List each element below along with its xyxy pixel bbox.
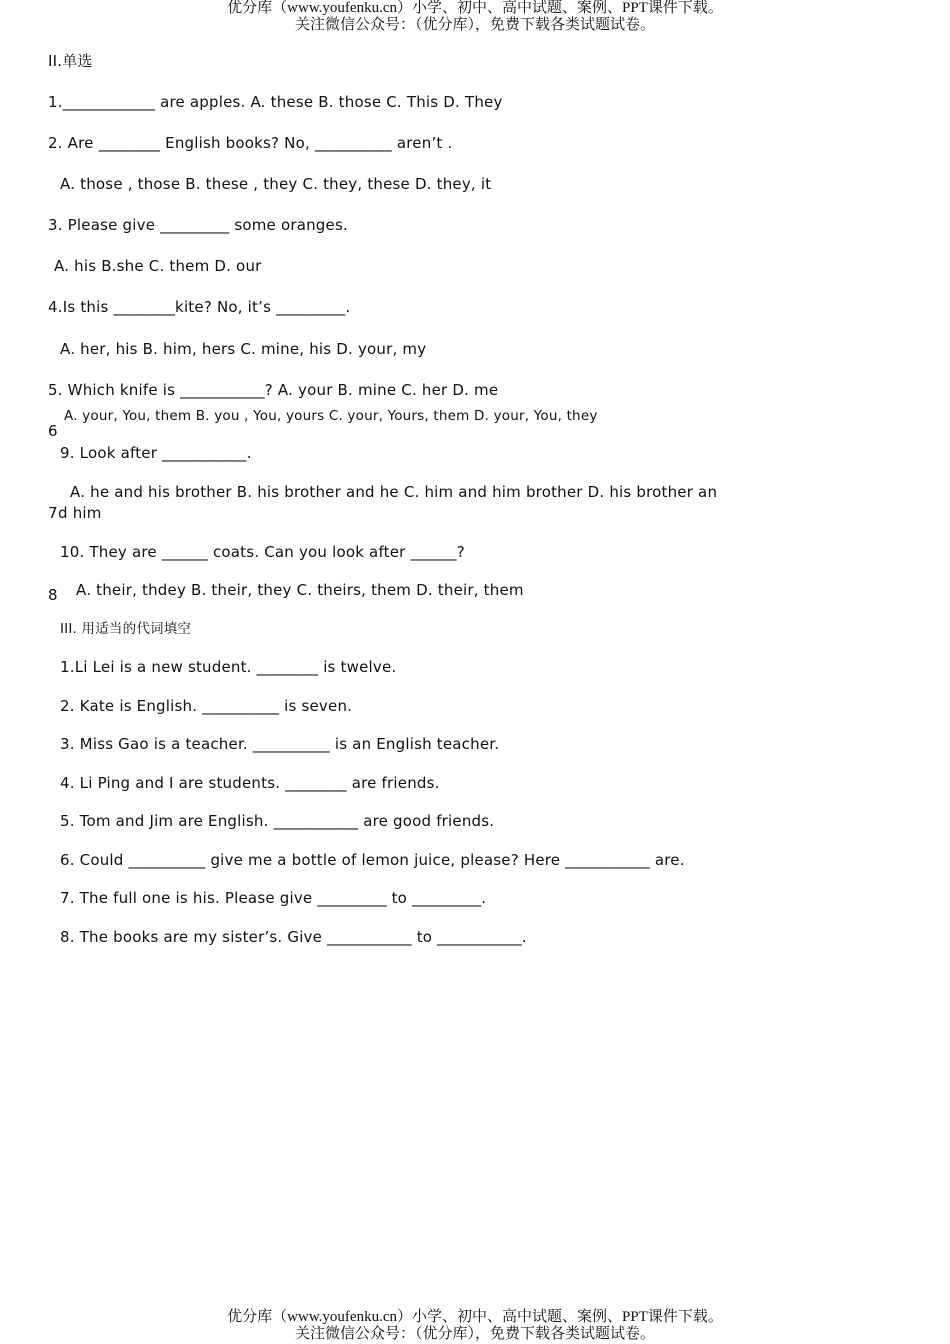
section-2-title: II.单选	[48, 52, 93, 70]
question-4: 4.Is this ________kite? No, it’s _________.	[48, 298, 351, 316]
question-1: 1.____________ are apples. A. these B. those C. This D. They	[48, 93, 503, 111]
fill-7: 7. The full one is his. Please give _________ to _________.	[60, 889, 487, 907]
fill-1: 1.Li Lei is a new student. ________ is twelve.	[60, 658, 397, 676]
header-line-1: 优分库（www.youfenku.cn）小学、初中、高中试题、案例、PPT课件下载。	[227, 0, 723, 16]
question-2: 2. Are ________ English books? No, __________ aren’t .	[48, 134, 453, 152]
header-line-2: 关注微信公众号：（优分库），免费下载各类试题试卷。	[294, 17, 655, 33]
fill-3: 3. Miss Gao is a teacher. __________ is an English teacher.	[60, 735, 500, 753]
side-number-6: 6	[48, 422, 58, 440]
fill-4: 4. Li Ping and I are students. ________ are friends.	[60, 774, 440, 792]
side-number-8: 8	[48, 586, 58, 604]
question-5: 5. Which knife is ___________? A. your B. mine C. her D. me	[48, 381, 499, 399]
question-2-options: A. those , those B. these , they C. they, these D. they, it	[60, 175, 492, 193]
question-9: 9. Look after ___________.	[60, 444, 252, 462]
question-9-options: A. he and his brother B. his brother and he C. him and him brother D. his brother an	[70, 483, 718, 501]
fill-8: 8. The books are my sister’s. Give ___________ to ___________.	[60, 928, 527, 946]
question-3-options: A. his B.she C. them D. our	[54, 257, 262, 275]
side-number-7: 7	[48, 504, 58, 522]
section-3-title: III. 用适当的代词填空	[60, 621, 192, 637]
footer-line-2: 关注微信公众号：（优分库），免费下载各类试题试卷。	[294, 1326, 655, 1342]
page-footer	[0, 1309, 950, 1343]
fill-2: 2. Kate is English. __________ is seven.	[60, 697, 353, 715]
fill-6: 6. Could __________ give me a bottle of lemon juice, please? Here ___________ are.	[60, 851, 685, 869]
question-3: 3. Please give _________ some oranges.	[48, 216, 348, 234]
question-9-options-wrap: d him	[58, 504, 102, 522]
fill-5: 5. Tom and Jim are English. ___________ are good friends.	[60, 812, 495, 830]
question-6-options: A. your, You, them B. you , You, yours C. your, Yours, them D. your, You, they	[64, 408, 598, 424]
question-10-options: A. their, thdey B. their, they C. theirs, them D. their, them	[76, 581, 524, 599]
question-4-options: A. her, his B. him, hers C. mine, his D. your, my	[60, 340, 427, 358]
page-header	[0, 0, 950, 34]
question-10: 10. They are ______ coats. Can you look after ______?	[60, 543, 465, 561]
footer-line-1: 优分库（www.youfenku.cn）小学、初中、高中试题、案例、PPT课件下载。	[227, 1309, 723, 1325]
